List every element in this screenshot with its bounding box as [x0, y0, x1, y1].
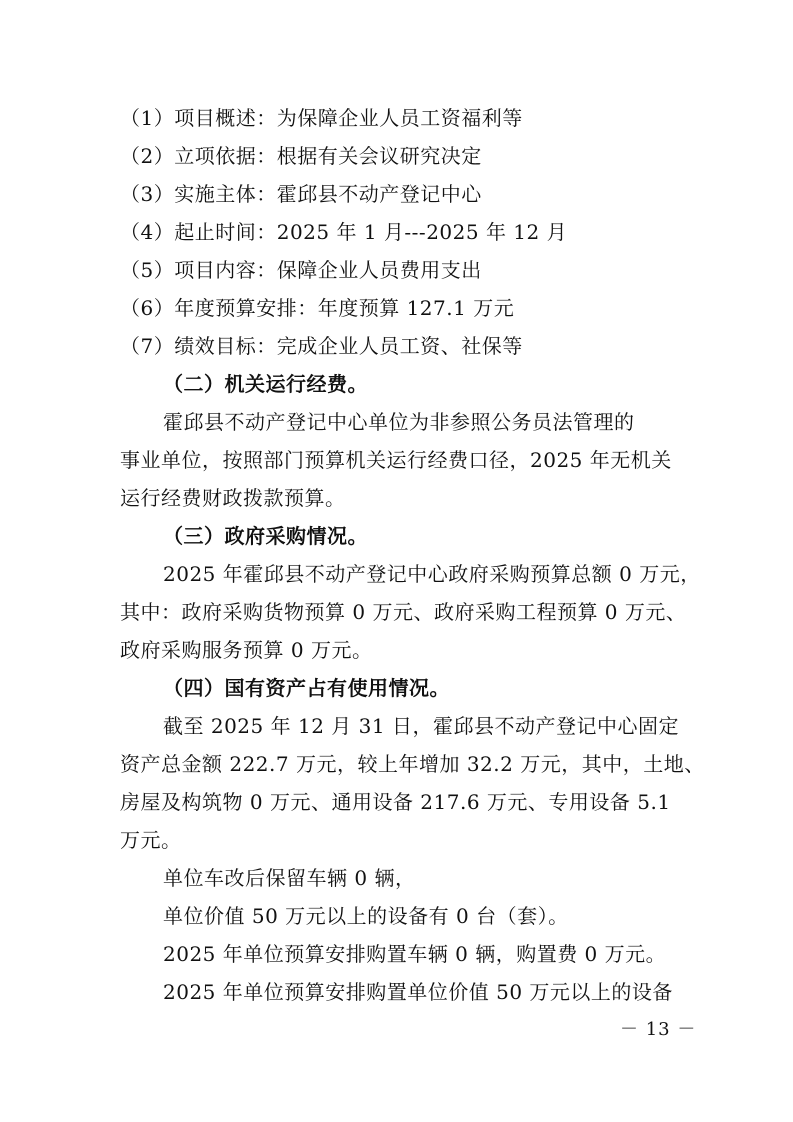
paragraph-line: 万元。 [120, 828, 182, 852]
project-item-implementer: （3）实施主体：霍邱县不动产登记中心 [120, 182, 482, 206]
paragraph-line: 资产总金额 222.7 万元，较上年增加 32.2 万元，其中，土地、 [120, 752, 705, 776]
paragraph-line: 单位车改后保留车辆 0 辆， [163, 866, 416, 890]
project-item-target: （7）绩效目标：完成企业人员工资、社保等 [120, 334, 523, 358]
project-item-basis: （2）立项依据：根据有关会议研究决定 [120, 144, 482, 168]
paragraph-line: 政府采购服务预算 0 万元。 [120, 638, 373, 662]
project-item-period: （4）起止时间：2025 年 1 月---2025 年 12 月 [120, 220, 568, 244]
paragraph-line: 事业单位，按照部门预算机关运行经费口径，2025 年无机关 [120, 448, 672, 472]
project-item-overview: （1）项目概述：为保障企业人员工资福利等 [120, 106, 523, 130]
paragraph-line: 截至 2025 年 12 月 31 日，霍邱县不动产登记中心固定 [163, 714, 679, 738]
paragraph-line: 2025 年单位预算安排购置车辆 0 辆，购置费 0 万元。 [163, 942, 667, 966]
paragraph-line: 2025 年单位预算安排购置单位价值 50 万元以上的设备 [163, 980, 673, 1004]
section-heading-state-assets: （四）国有资产占有使用情况。 [163, 676, 450, 700]
paragraph-line: 房屋及构筑物 0 万元、通用设备 217.6 万元、专用设备 5.1 [120, 790, 671, 814]
project-item-budget: （6）年度预算安排：年度预算 127.1 万元 [120, 296, 515, 320]
page-number: － 13 － [620, 1019, 697, 1040]
paragraph-line: 其中：政府采购货物预算 0 万元、政府采购工程预算 0 万元、 [120, 600, 687, 624]
project-item-content: （5）项目内容：保障企业人员费用支出 [120, 258, 482, 282]
paragraph-line: 单位价值 50 万元以上的设备有 0 台（套）。 [163, 904, 569, 928]
section-heading-operating-funds: （二）机关运行经费。 [163, 372, 368, 396]
paragraph-line: 霍邱县不动产登记中心单位为非参照公务员法管理的 [163, 410, 635, 434]
section-heading-procurement: （三）政府采购情况。 [163, 524, 368, 548]
paragraph-line: 2025 年霍邱县不动产登记中心政府采购预算总额 0 万元， [163, 562, 701, 586]
paragraph-line: 运行经费财政拨款预算。 [120, 486, 346, 510]
